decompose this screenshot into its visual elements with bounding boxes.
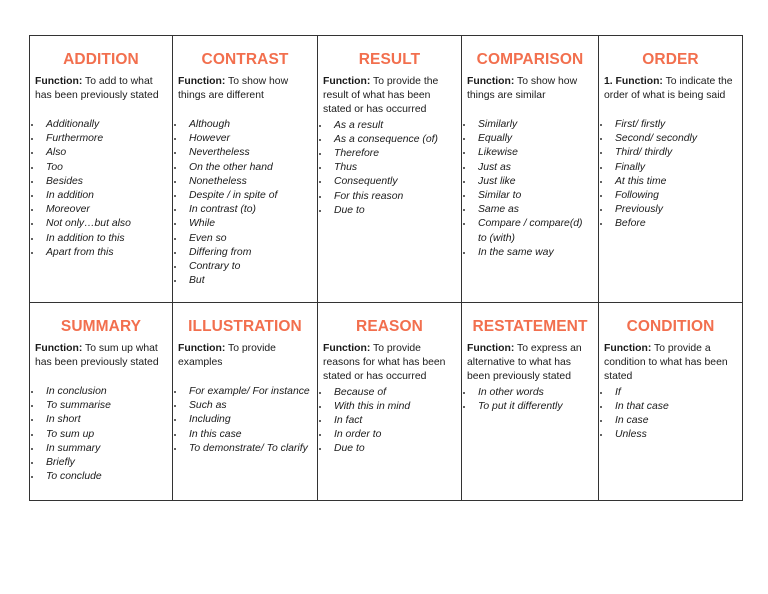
category-cell-result	[318, 36, 462, 303]
function-description	[178, 75, 312, 117]
function-text: To add to what has been previously stated	[35, 76, 159, 102]
list-item: On the other hand	[178, 161, 312, 175]
list-item: In this case	[178, 428, 312, 442]
list-item: To sum up	[35, 428, 167, 442]
list-item: Therefore	[323, 147, 456, 161]
list-item: Third/ thirdly	[604, 146, 737, 160]
list-item: Additionally	[35, 118, 167, 132]
function-description	[35, 342, 167, 384]
list-item: Also	[35, 146, 167, 160]
list-item: Equally	[467, 132, 593, 146]
connective-list	[604, 118, 737, 232]
list-item: In contrast (to)	[178, 203, 312, 217]
list-item: Not only…but also	[35, 217, 167, 231]
list-item: In the same way	[467, 246, 593, 260]
function-label: Function:	[178, 343, 226, 354]
list-item: Nevertheless	[178, 146, 312, 160]
function-label: Function:	[467, 76, 515, 87]
function-description	[467, 75, 593, 117]
list-item: In case	[604, 414, 737, 428]
list-item: Compare / compare(d) to (with)	[467, 217, 593, 245]
list-item: Finally	[604, 161, 737, 175]
category-title: CONTRAST	[201, 51, 289, 68]
connective-list	[35, 385, 167, 484]
function-text: To show how things are different	[178, 76, 289, 102]
category-title: RESULT	[358, 51, 421, 68]
list-item: To demonstrate/ To clarify	[178, 442, 312, 456]
function-text: To indicate the order of what is being said	[604, 76, 733, 102]
list-item: Consequently	[323, 175, 456, 189]
category-cell-contrast	[173, 36, 318, 303]
connective-list	[178, 118, 312, 288]
list-item: Just like	[467, 175, 593, 189]
connective-list	[467, 386, 593, 414]
function-label: Function:	[323, 76, 371, 87]
list-item: To conclude	[35, 470, 167, 484]
connective-list	[35, 118, 167, 260]
list-item: Furthermore	[35, 132, 167, 146]
list-item: In addition to this	[35, 232, 167, 246]
list-item: Besides	[35, 175, 167, 189]
function-text: To provide a condition to what has been stated	[604, 343, 728, 383]
category-title: ORDER	[642, 51, 699, 68]
list-item: Previously	[604, 203, 737, 217]
list-item: In conclusion	[35, 385, 167, 399]
category-title: REASON	[356, 318, 423, 335]
category-title: SUMMARY	[60, 318, 142, 335]
list-item: Even so	[178, 232, 312, 246]
function-description	[35, 75, 167, 117]
list-item: For example/ For instance	[178, 385, 312, 399]
function-description	[467, 342, 593, 385]
list-item: In order to	[323, 428, 456, 442]
list-item: To summarise	[35, 399, 167, 413]
function-description	[323, 342, 456, 385]
list-item: For this reason	[323, 190, 456, 204]
function-description	[178, 342, 312, 384]
list-item: While	[178, 217, 312, 231]
list-item: In fact	[323, 414, 456, 428]
list-item: Due to	[323, 442, 456, 456]
list-item: Because of	[323, 386, 456, 400]
list-item: Nonetheless	[178, 175, 312, 189]
function-label: Function:	[323, 343, 371, 354]
list-item: Second/ secondly	[604, 132, 737, 146]
list-item: Despite / in spite of	[178, 189, 312, 203]
category-title: CONDITION	[626, 318, 715, 335]
category-title: COMPARISON	[476, 51, 584, 68]
connective-list	[178, 385, 312, 456]
function-label: Function:	[604, 343, 652, 354]
category-cell-comparison	[462, 36, 599, 303]
list-item: Too	[35, 161, 167, 175]
function-text: To provide reasons for what has been stated or has occurred	[323, 343, 446, 383]
list-item: At this time	[604, 175, 737, 189]
function-text: To provide examples	[178, 343, 276, 369]
list-item: But	[178, 274, 312, 288]
list-item: Likewise	[467, 146, 593, 160]
list-item: As a consequence (of)	[323, 133, 456, 147]
list-item: Thus	[323, 161, 456, 175]
category-cell-restatement	[462, 303, 599, 500]
category-title: ADDITION	[63, 51, 139, 68]
list-item: Such as	[178, 399, 312, 413]
list-item: In summary	[35, 442, 167, 456]
list-item: Including	[178, 413, 312, 427]
list-item: Unless	[604, 428, 737, 442]
category-cell-illustration	[173, 303, 318, 500]
function-label: Function:	[35, 343, 83, 354]
list-item: Moreover	[35, 203, 167, 217]
list-item: Before	[604, 217, 737, 231]
connective-list	[323, 386, 456, 457]
function-label: 1. Function:	[604, 76, 663, 87]
category-title: RESTATEMENT	[472, 318, 588, 335]
category-cell-order	[599, 36, 742, 303]
connective-list	[323, 119, 456, 218]
list-item: Briefly	[35, 456, 167, 470]
function-description	[323, 75, 456, 118]
list-item: Differing from	[178, 246, 312, 260]
list-item: Apart from this	[35, 246, 167, 260]
function-description	[604, 75, 737, 117]
list-item: In addition	[35, 189, 167, 203]
list-item: Contrary to	[178, 260, 312, 274]
list-item: Just as	[467, 161, 593, 175]
list-item: In other words	[467, 386, 593, 400]
function-text: To show how things are similar	[467, 76, 578, 102]
function-label: Function:	[35, 76, 83, 87]
list-item: If	[604, 386, 737, 400]
list-item: To put it differently	[467, 400, 593, 414]
category-cell-addition	[30, 36, 173, 303]
list-item: Similar to	[467, 189, 593, 203]
connective-list	[467, 118, 593, 260]
list-item: With this in mind	[323, 400, 456, 414]
list-item: Although	[178, 118, 312, 132]
category-title: ILLUSTRATION	[188, 318, 302, 335]
function-description	[604, 342, 737, 385]
list-item: Similarly	[467, 118, 593, 132]
list-item: However	[178, 132, 312, 146]
category-cell-condition	[599, 303, 742, 500]
function-text: To express an alternative to what has been previously stated	[467, 343, 582, 383]
list-item: In that case	[604, 400, 737, 414]
category-cell-reason	[318, 303, 462, 500]
function-label: Function:	[467, 343, 515, 354]
list-item: First/ firstly	[604, 118, 737, 132]
function-text: To provide the result of what has been stated or has occurred	[323, 76, 439, 116]
connectives-table	[29, 35, 743, 501]
list-item: Following	[604, 189, 737, 203]
function-label: Function:	[178, 76, 226, 87]
list-item: In short	[35, 413, 167, 427]
category-cell-summary	[30, 303, 173, 500]
function-text: To sum up what has been previously stated	[35, 343, 159, 369]
list-item: Same as	[467, 203, 593, 217]
connective-list	[604, 386, 737, 443]
list-item: As a result	[323, 119, 456, 133]
list-item: Due to	[323, 204, 456, 218]
